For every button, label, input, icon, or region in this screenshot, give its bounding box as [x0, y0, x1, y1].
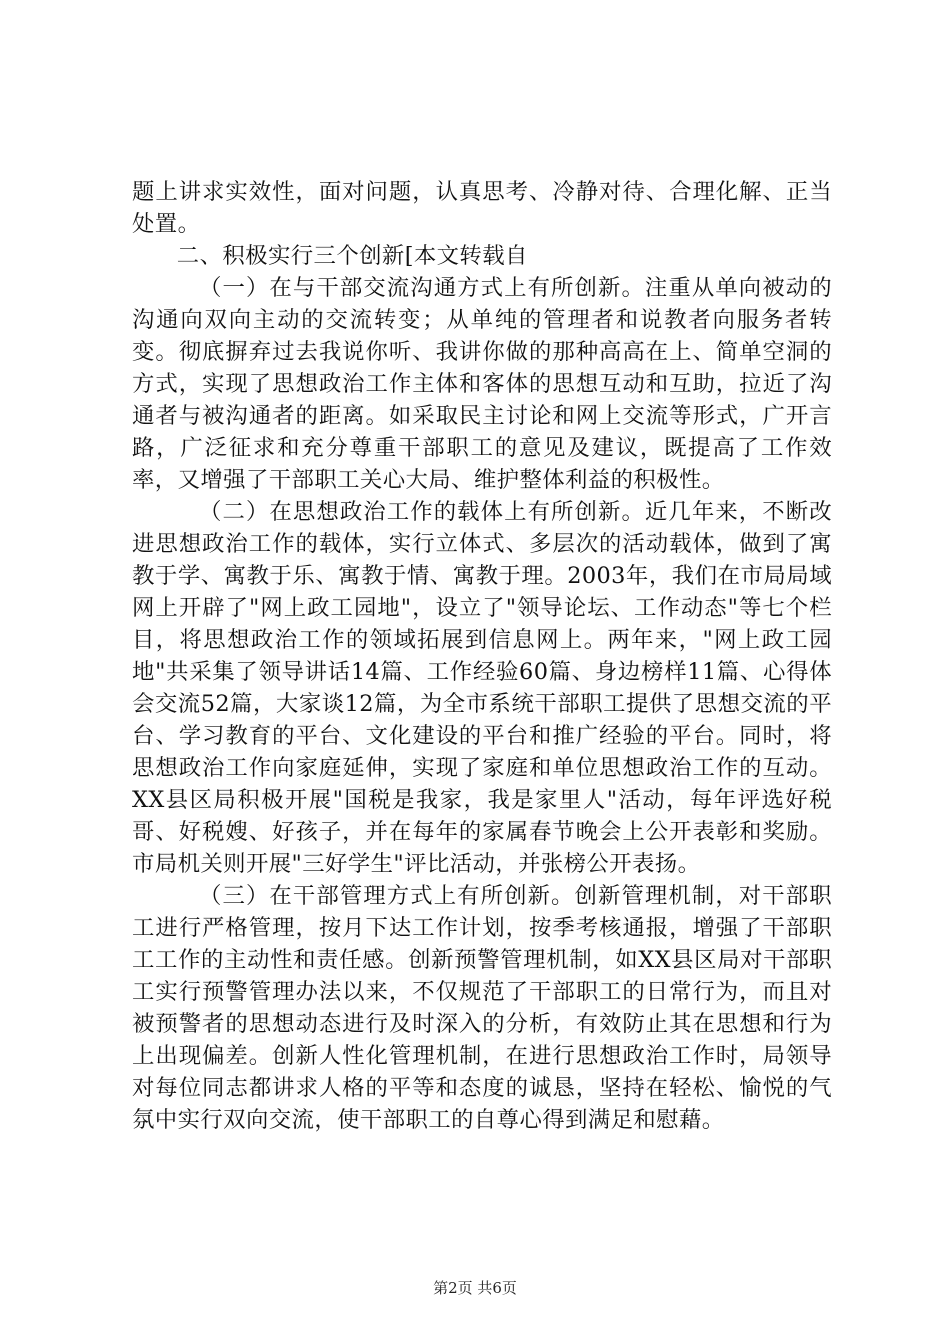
section-heading: 二、积极实行三个创新[本文转载自 — [176, 243, 528, 269]
page-footer: 第2页 共6页 — [433, 1279, 517, 1297]
paragraph-continuation: 题上讲求实效性，面对问题，认真思考、冷静对待、合理化解、正当处置。 — [132, 179, 832, 237]
paragraph-innovation-1: （一）在与干部交流沟通方式上有所创新。注重从单向被动的沟通向双向主动的交流转变；从单纯的管理者和说教者向服务者转变。彻底摒弃过去我说你听、我讲你做的那种高高在上、简单空洞的方式，实现了思想政治工作主体和客体的思想互动和互助，拉近了沟通者与被沟通者的距离。如采取民主讨论和网上交流等形式，广开言路，广泛征求和充分尊重干部职工的意见及建议，既提高了工作效率，又增强了干部职工关心大局、维护整体利益的积极性。 — [132, 275, 832, 493]
document-body — [132, 176, 832, 1136]
paragraph-innovation-2: （二）在思想政治工作的载体上有所创新。近几年来，不断改进思想政治工作的载体，实行立体式、多层次的活动载体，做到了寓教于学、寓教于乐、寓教于情、寓教于理。2003年，我们在市局局域网上开辟了"网上政工园地"，设立了"领导论坛、工作动态"等七个栏目，将思想政治工作的领域拓展到信息网上。两年来，"网上政工园地"共采集了领导讲话14篇、工作经验60篇、身边榜样11篇、心得体会交流52篇，大家谈12篇，为全市系统干部职工提供了思想交流的平台、学习教育的平台、文化建设的平台和推广经验的平台。同时，将思想政治工作向家庭延伸，实现了家庭和单位思想政治工作的互动。XX县区局积极开展"国税是我家，我是家里人"活动，每年评选好税哥、好税嫂、好孩子，并在每年的家属春节晚会上公开表彰和奖励。市局机关则开展"三好学生"评比活动，并张榜公开表扬。 — [132, 499, 832, 877]
paragraph-innovation-3: （三）在干部管理方式上有所创新。创新管理机制，对干部职工进行严格管理，按月下达工作计划，按季考核通报，增强了干部职工工作的主动性和责任感。创新预警管理机制，如XX县区局对干部职工实行预警管理办法以来，不仅规范了干部职工的日常行为，而且对被预警者的思想动态进行及时深入的分析，有效防止其在思想和行为上出现偏差。创新人性化管理机制，在进行思想政治工作时，局领导对每位同志都讲求人格的平等和态度的诚恳，坚持在轻松、愉悦的气氛中实行双向交流，使干部职工的自尊心得到满足和慰藉。 — [132, 883, 832, 1133]
